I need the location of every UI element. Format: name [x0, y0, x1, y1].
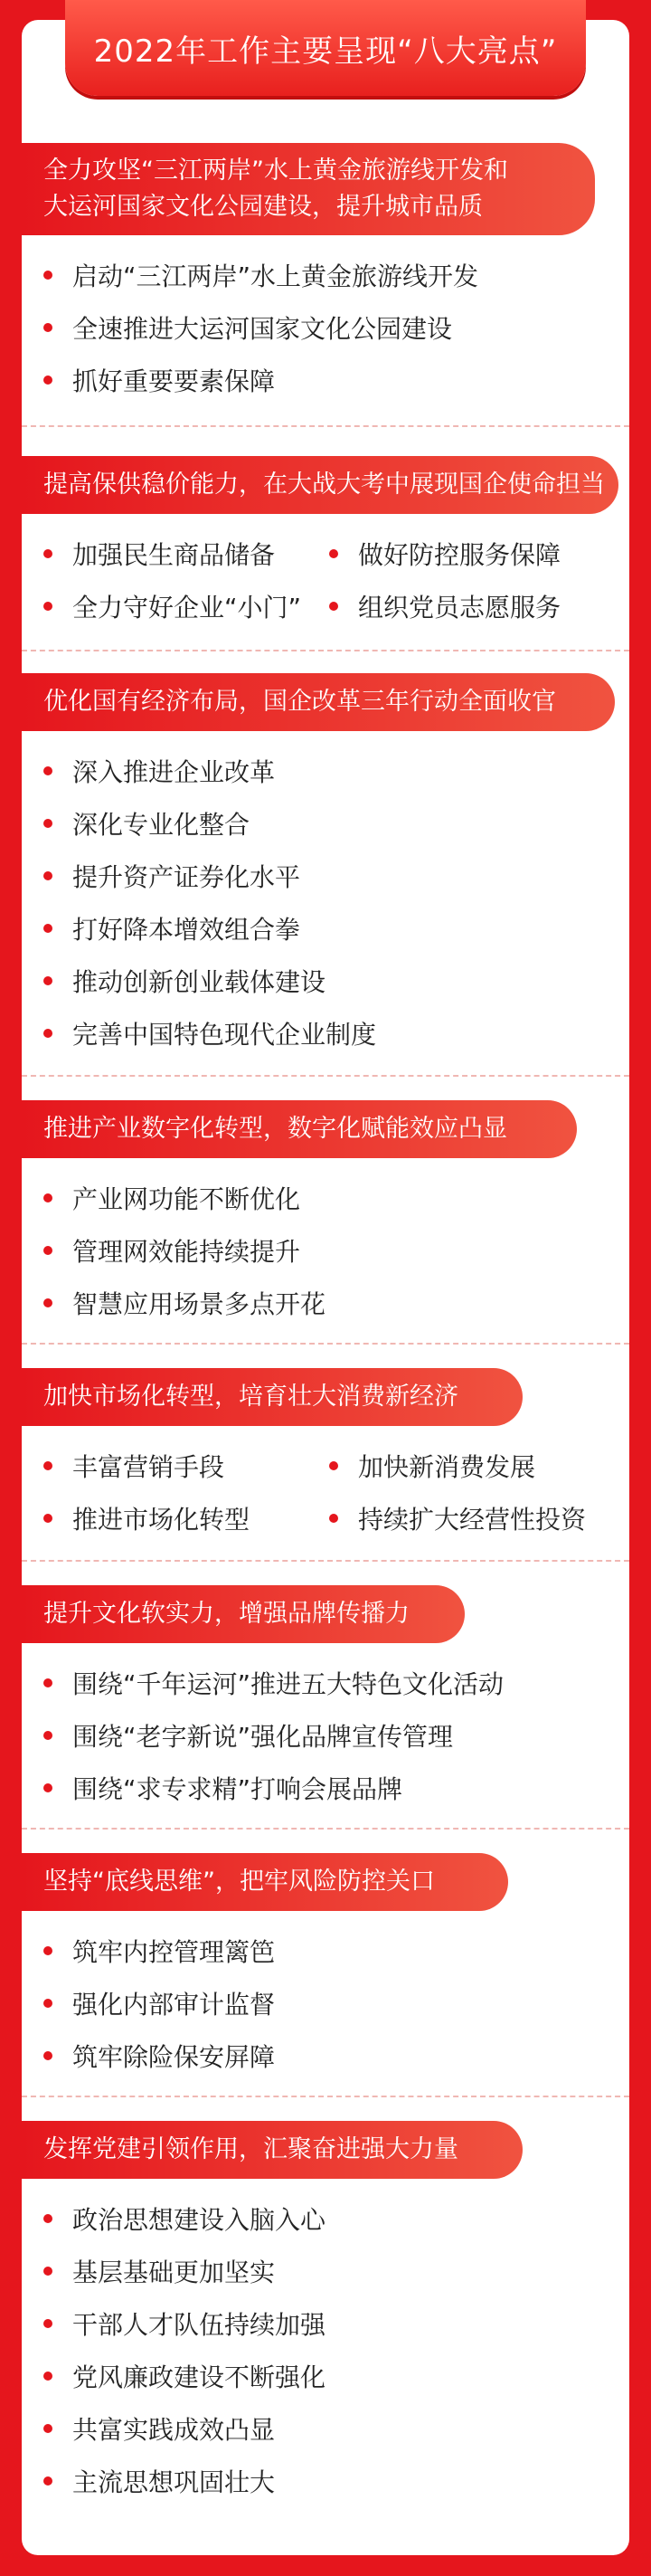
section-2-header	[22, 456, 618, 514]
section-divider	[22, 1075, 629, 1077]
section-6-header	[22, 1585, 465, 1643]
list-item: 智慧应用场景多点开花	[43, 1285, 326, 1321]
bullet-dot-icon	[43, 1946, 52, 1955]
list-item: 全力守好企业“小门”	[43, 588, 301, 624]
list-item: 全速推进大运河国家文化公园建设	[43, 309, 452, 346]
list-item: 加快新消费发展	[329, 1448, 535, 1484]
section-1-header-line-1: 全力攻坚“三江两岸”水上黄金旅游线开发和	[43, 157, 508, 185]
bullet-dot-icon	[43, 1678, 52, 1687]
section-4-header-text: 推进产业数字化转型，数字化赋能效应凸显	[43, 1115, 507, 1143]
list-item: 打好降本增效组合拳	[43, 910, 300, 946]
section-5-header	[22, 1368, 523, 1426]
bullet-dot-icon	[43, 1461, 52, 1470]
list-item: 共富实践成效凸显	[43, 2410, 275, 2447]
title-banner	[65, 0, 586, 96]
list-item: 围绕“求专求精”打响会展品牌	[43, 1770, 402, 1806]
section-8-header	[22, 2121, 523, 2179]
bullet-dot-icon	[43, 1246, 52, 1255]
section-divider	[22, 650, 629, 651]
bullet-dot-icon	[43, 2319, 52, 2328]
bullet-dot-icon	[43, 323, 52, 332]
list-item: 推动创新创业载体建设	[43, 963, 326, 999]
bullet-dot-icon	[43, 2476, 52, 2486]
list-item: 完善中国特色现代企业制度	[43, 1015, 376, 1051]
section-3-header	[22, 673, 615, 731]
section-divider	[22, 1560, 629, 1562]
section-1-header-line-2: 大运河国家文化公园建设，提升城市品质	[43, 193, 483, 221]
list-item: 围绕“千年运河”推进五大特色文化活动	[43, 1665, 504, 1701]
list-item: 党风廉政建设不断强化	[43, 2358, 326, 2394]
list-item: 提升资产证券化水平	[43, 858, 300, 894]
list-item: 主流思想巩固壮大	[43, 2463, 275, 2499]
section-divider	[22, 425, 629, 427]
bullet-dot-icon	[43, 375, 52, 385]
list-item: 干部人才队伍持续加强	[43, 2305, 326, 2342]
bullet-dot-icon	[43, 271, 52, 280]
bullet-dot-icon	[43, 2424, 52, 2433]
page-title: 2022年工作主要呈现“八大亮点”	[93, 33, 558, 70]
section-8-header-text: 发挥党建引领作用，汇聚奋进强大力量	[43, 2135, 458, 2163]
bullet-dot-icon	[43, 1514, 52, 1523]
bullet-dot-icon	[43, 1783, 52, 1792]
bullet-dot-icon	[329, 1461, 338, 1470]
list-item: 丰富营销手段	[43, 1448, 224, 1484]
section-4-header	[22, 1100, 577, 1158]
bullet-dot-icon	[43, 766, 52, 775]
list-item: 筑牢内控管理篱笆	[43, 1933, 275, 1969]
list-item: 基层基础更加坚实	[43, 2253, 275, 2289]
section-divider	[22, 1343, 629, 1345]
list-item: 深化专业化整合	[43, 805, 250, 841]
list-item: 围绕“老字新说”强化品牌宣传管理	[43, 1717, 453, 1754]
list-item: 产业网功能不断优化	[43, 1180, 300, 1216]
bullet-dot-icon	[43, 1731, 52, 1740]
list-item: 做好防控服务保障	[329, 536, 561, 572]
list-item: 抓好重要要素保障	[43, 362, 275, 398]
list-item: 政治思想建设入脑入心	[43, 2201, 326, 2237]
section-6-header-text: 提升文化软实力，增强品牌传播力	[43, 1600, 410, 1628]
bullet-dot-icon	[43, 2214, 52, 2223]
list-item: 启动“三江两岸”水上黄金旅游线开发	[43, 257, 478, 293]
section-1-header	[22, 143, 595, 235]
section-7-header	[22, 1853, 508, 1911]
list-item: 组织党员志愿服务	[329, 588, 561, 624]
list-item: 筑牢除险保安屏障	[43, 2038, 275, 2074]
bullet-dot-icon	[329, 1514, 338, 1523]
bullet-dot-icon	[43, 1999, 52, 2008]
section-5-header-text: 加快市场化转型，培育壮大消费新经济	[43, 1383, 458, 1411]
bullet-dot-icon	[43, 871, 52, 880]
list-item: 持续扩大经营性投资	[329, 1500, 586, 1536]
bullet-dot-icon	[43, 1193, 52, 1202]
section-3-header-text: 优化国有经济布局，国企改革三年行动全面收官	[43, 688, 556, 716]
bullet-dot-icon	[43, 602, 52, 611]
bullet-dot-icon	[329, 549, 338, 558]
bullet-dot-icon	[43, 819, 52, 828]
bullet-dot-icon	[43, 1029, 52, 1038]
bullet-dot-icon	[43, 976, 52, 985]
bullet-dot-icon	[43, 2267, 52, 2276]
bullet-dot-icon	[43, 1298, 52, 1307]
list-item: 管理网效能持续提升	[43, 1232, 300, 1269]
section-divider	[22, 1828, 629, 1830]
bullet-dot-icon	[43, 2372, 52, 2381]
section-7-header-text: 坚持“底线思维”，把牢风险防控关口	[43, 1868, 435, 1896]
bullet-dot-icon	[43, 2051, 52, 2060]
list-item: 加强民生商品储备	[43, 536, 275, 572]
list-item: 推进市场化转型	[43, 1500, 250, 1536]
bullet-dot-icon	[43, 549, 52, 558]
bullet-dot-icon	[43, 924, 52, 933]
section-divider	[22, 2096, 629, 2097]
list-item: 强化内部审计监督	[43, 1985, 275, 2021]
bullet-dot-icon	[329, 602, 338, 611]
section-2-header-text: 提高保供稳价能力，在大战大考中展现国企使命担当	[43, 471, 605, 499]
list-item: 深入推进企业改革	[43, 753, 275, 789]
